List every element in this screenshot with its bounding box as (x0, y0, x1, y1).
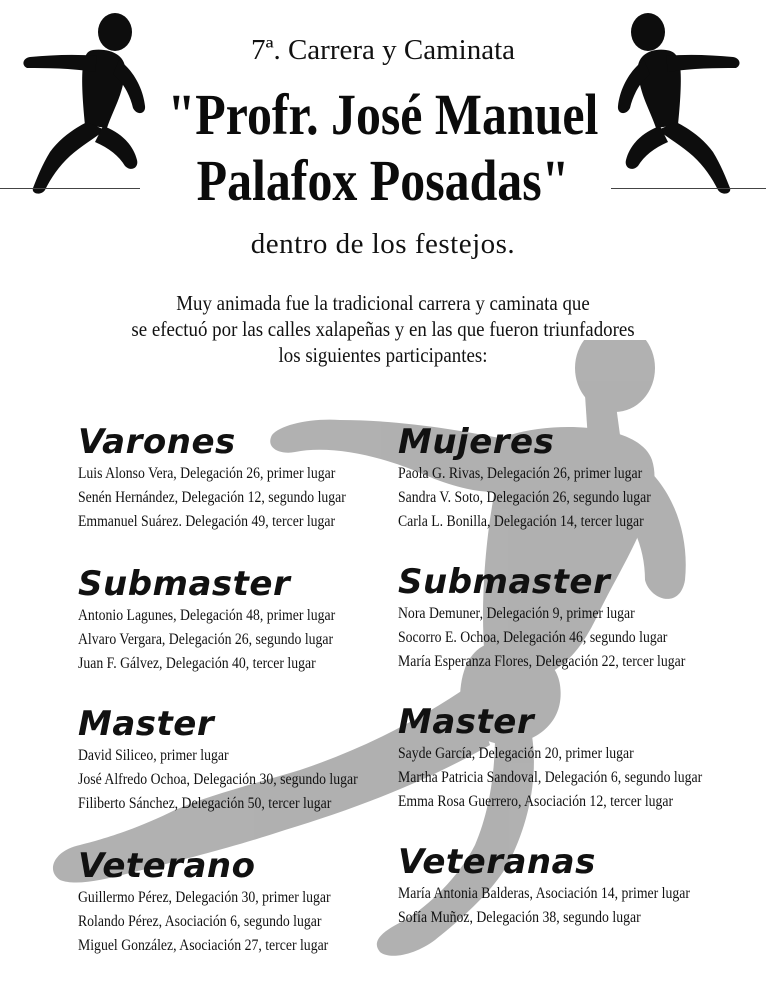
event-edition: 7ª. Carrera y Caminata (250, 34, 516, 66)
category-title: Submaster (78, 564, 291, 604)
intro-paragraph (74, 290, 691, 368)
winner-entry: Luis Alonso Vera, Delegación 26, primer lugar (78, 465, 336, 482)
winner-entry: Rolando Pérez, Asociación 6, segundo lugar (78, 913, 322, 930)
category-title: Veterano (78, 846, 256, 886)
winner-entry: Guillermo Pérez, Delegación 30, primer lugar (78, 889, 331, 906)
category-veterano (78, 848, 372, 958)
winner-entry: Alvaro Vergara, Delegación 26, segundo lugar (78, 631, 334, 648)
winner-entry: Sofía Muñoz, Delegación 38, segundo lugar (398, 909, 641, 926)
category-mujeres (398, 424, 692, 534)
category-title: Varones (78, 422, 236, 462)
winner-entry: Nora Demuner, Delegación 9, primer lugar (398, 605, 635, 622)
category-veteranas (398, 844, 737, 930)
category-title: Veteranas (398, 842, 596, 882)
title-line-1: "Profr. José Manuel (167, 82, 599, 147)
category-title: Submaster (398, 562, 611, 602)
winner-entry: Carla L. Bonilla, Delegación 14, tercer lugar (398, 513, 644, 530)
event-subtitle: dentro de los festejos. (250, 228, 516, 260)
category-submaster-mujeres (398, 564, 732, 674)
category-varones (78, 424, 389, 534)
category-title: Master (398, 702, 535, 742)
winner-entry: José Alfredo Ochoa, Delegación 30, segundo lugar (78, 771, 358, 788)
winner-entry: Martha Patricia Sandoval, Delegación 6, segundo lugar (398, 769, 703, 786)
category-submaster-varones (78, 566, 377, 676)
intro-line-3: los siguientes participantes: (278, 343, 488, 367)
category-master-varones (78, 706, 403, 816)
winner-entry: María Esperanza Flores, Delegación 22, tercer lugar (398, 653, 686, 670)
category-master-mujeres (398, 704, 752, 814)
category-title: Mujeres (398, 422, 555, 462)
winner-entry: Sayde García, Delegación 20, primer lugar (398, 745, 634, 762)
winner-entry: Paola G. Rivas, Delegación 26, primer lugar (398, 465, 643, 482)
winner-entry: Antonio Lagunes, Delegación 48, primer lugar (78, 607, 336, 624)
intro-line-2: se efectuó por las calles xalapeñas y en las que fueron triunfadores (131, 317, 635, 341)
winner-entry: Socorro E. Ochoa, Delegación 46, segundo lugar (398, 629, 668, 646)
winner-entry: David Siliceo, primer lugar (78, 747, 229, 764)
category-title: Master (78, 704, 215, 744)
page-title (54, 82, 713, 214)
title-line-2: Palafox Posadas" (196, 148, 570, 213)
winner-entry: Senén Hernández, Delegación 12, segundo lugar (78, 489, 346, 506)
winner-entry: María Antonia Balderas, Asociación 14, primer lugar (398, 885, 690, 902)
winner-entry: Sandra V. Soto, Delegación 26, segundo lugar (398, 489, 651, 506)
winner-entry: Emmanuel Suárez. Delegación 49, tercer lugar (78, 513, 336, 530)
winner-entry: Juan F. Gálvez, Delegación 40, tercer lugar (78, 655, 316, 672)
winner-entry: Emma Rosa Guerrero, Asociación 12, tercer lugar (398, 793, 674, 810)
winner-entry: Miguel González, Asociación 27, tercer lugar (78, 937, 329, 954)
winner-entry: Filiberto Sánchez, Delegación 50, tercer lugar (78, 795, 332, 812)
intro-line-1: Muy animada fue la tradicional carrera y caminata que (176, 291, 590, 315)
